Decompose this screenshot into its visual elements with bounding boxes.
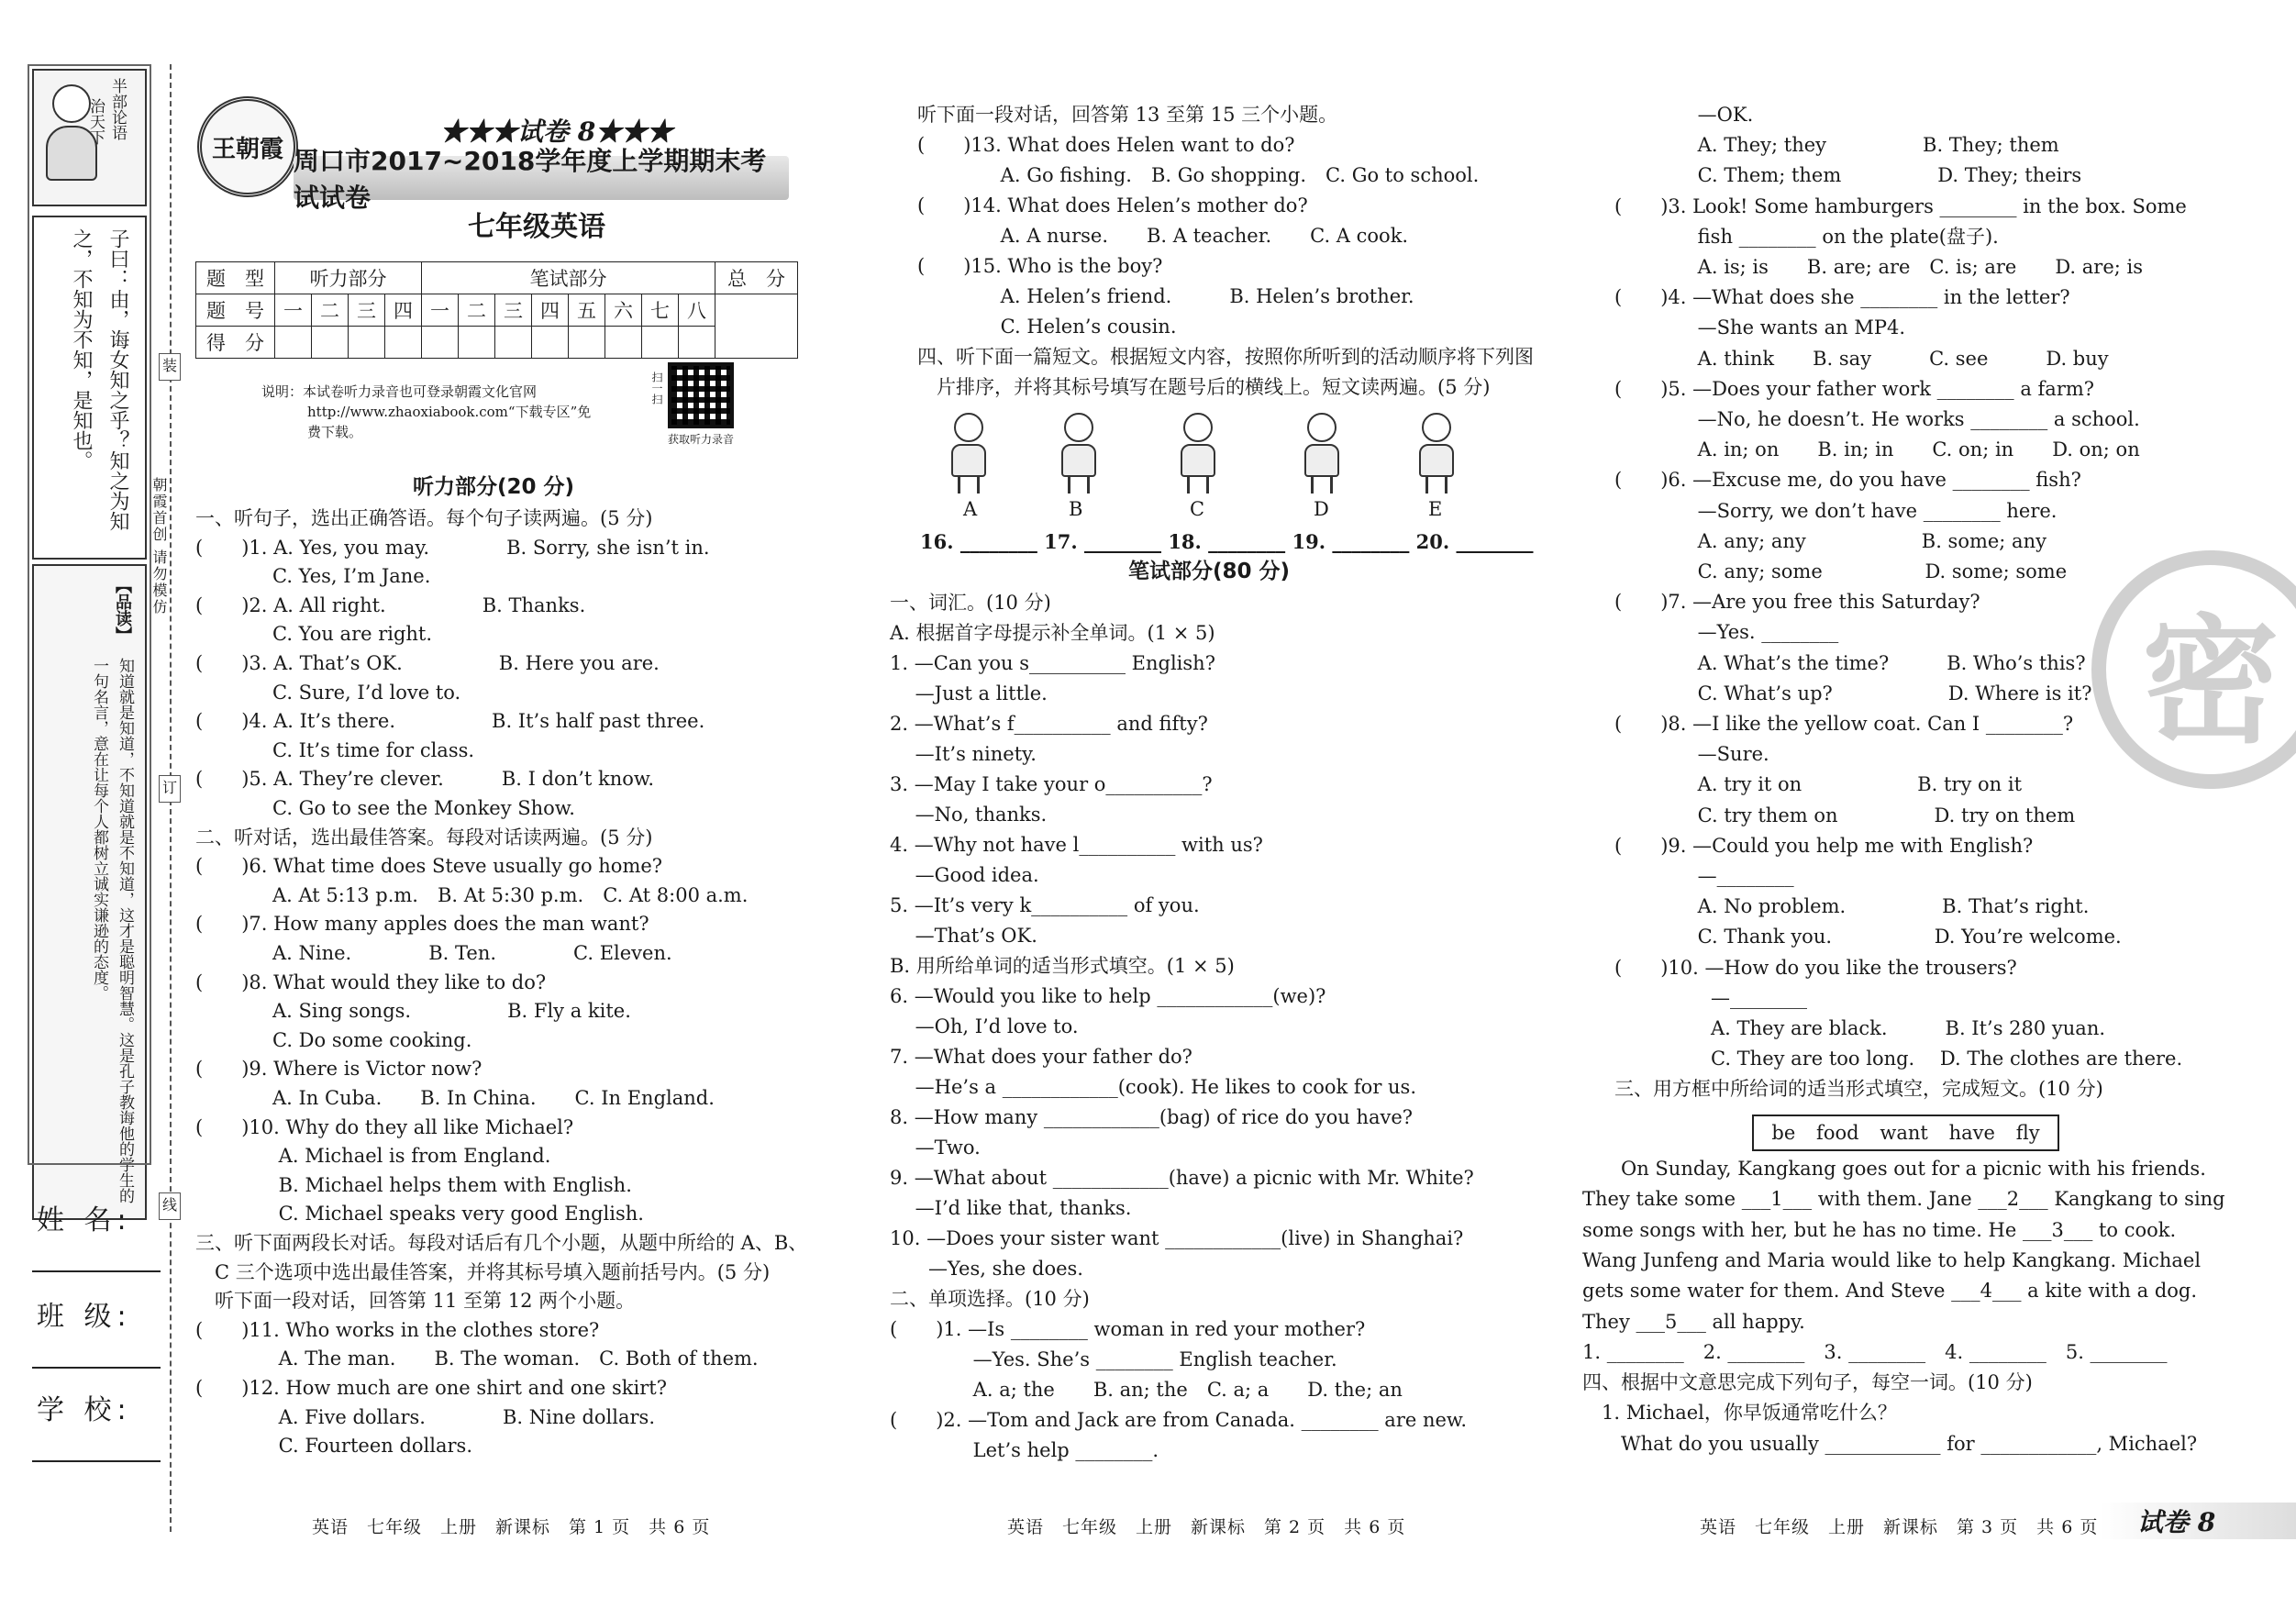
footer-tag: 试卷 8 bbox=[2137, 1507, 2216, 1537]
text-line: Wang Junfeng and Maria would like to help Kangkang. Michael bbox=[1582, 1248, 2202, 1271]
text-line: ( )13. What does Helen want to do? bbox=[917, 134, 1295, 156]
word-box bbox=[1752, 1115, 2059, 1151]
class-label: 班 级: bbox=[37, 1301, 132, 1333]
text-line: —I’d like that, thanks. bbox=[890, 1197, 1132, 1219]
text-line: ( )2. A. All right. B. Thanks. bbox=[195, 593, 586, 616]
text-line: ( )5. A. They’re clever. B. I don’t know. bbox=[195, 768, 655, 791]
text-line: ( )9. —Could you help me with English? bbox=[1614, 834, 2034, 857]
score-cell[interactable] bbox=[459, 327, 495, 359]
word: be bbox=[1771, 1122, 1796, 1144]
cell: 五 bbox=[569, 294, 605, 327]
text-line: C. Go to see the Monkey Show. bbox=[195, 797, 575, 819]
text-line: ( )10. Why do they all like Michael? bbox=[195, 1115, 574, 1138]
picture-b bbox=[1046, 413, 1110, 495]
text-line: A. any; any B. some; any bbox=[1614, 529, 2046, 552]
text-line: 二、听对话，选出最佳答案。每段对话读两遍。(5 分) bbox=[195, 826, 653, 848]
text-line: A. They; they B. They; them bbox=[1614, 134, 2059, 157]
text-line: 二、单项选择。(10 分) bbox=[890, 1288, 1090, 1310]
picture-e bbox=[1403, 413, 1468, 495]
text-line: —Sorry, we don’t have ________ here. bbox=[1614, 499, 2058, 522]
text-line: ( )8. What would they like to do? bbox=[195, 970, 547, 993]
class-field[interactable] bbox=[32, 1367, 161, 1369]
text-line: Let’s help ________. bbox=[890, 1439, 1159, 1461]
text-line: A. What’s the time? B. Who’s this? bbox=[1614, 651, 2086, 674]
text-line: 1. ________ 2. ________ 3. ________ 4. ________ 5. ________ bbox=[1582, 1340, 2168, 1363]
text-line: A. a; the B. an; the C. a; a D. the; an bbox=[890, 1379, 1403, 1401]
text-line: 三、用方框中所给词的适当形式填空，完成短文。(10 分) bbox=[1614, 1078, 2103, 1101]
scan-label: 扫一扫 bbox=[650, 372, 663, 405]
text-line: A. Michael is from England. bbox=[195, 1145, 551, 1168]
text-line: ( )6. —Excuse me, do you have ________ fish? bbox=[1614, 469, 2081, 492]
pic-label-e: E bbox=[1428, 498, 1443, 520]
pic-label-c: C bbox=[1190, 498, 1205, 520]
text-line: A. Nine. B. Ten. C. Eleven. bbox=[195, 942, 672, 964]
qr-code-icon[interactable] bbox=[668, 362, 734, 428]
text-line: A. Go fishing. B. Go shopping. C. Go to school. bbox=[917, 164, 1480, 186]
text-line: A. 根据首字母提示补全单词。(1 × 5) bbox=[890, 622, 1215, 644]
text-line: —Yes. She’s ________ English teacher. bbox=[890, 1348, 1337, 1370]
score-cell[interactable] bbox=[275, 327, 312, 359]
text-line: 10. —Does your sister want ____________(live) in Shanghai? bbox=[890, 1227, 1464, 1249]
text-line: 片排序，并将其标号填写在题号后的横线上。短文读两遍。(5 分) bbox=[917, 376, 1491, 398]
text-line: A. The man. B. The woman. C. Both of them. bbox=[195, 1347, 759, 1370]
secret-stamp-icon: 密 bbox=[2091, 550, 2296, 789]
text-line: A. They are black. B. It’s 280 yuan. bbox=[1614, 1017, 2106, 1039]
cut-mark-2: 订 bbox=[159, 775, 181, 803]
text-line: —No, he doesn’t. He works ________ a school. bbox=[1614, 408, 2140, 430]
text-line: C. They are too long. D. The clothes are there. bbox=[1614, 1048, 2183, 1070]
qr-caption: 获取听力录音 bbox=[668, 433, 735, 446]
text-line: C. try them on D. try on them bbox=[1614, 804, 2076, 826]
text-line: ( )1. A. Yes, you may. B. Sorry, she isn’t in. bbox=[195, 536, 710, 559]
text-line: A. In Cuba. B. In China. C. In England. bbox=[195, 1087, 715, 1109]
text-line: —It’s ninety. bbox=[890, 743, 1037, 765]
name-label: 姓 名: bbox=[37, 1204, 132, 1237]
cell: 听力部分 bbox=[275, 262, 422, 294]
text-line: They ___5___ all happy. bbox=[1582, 1310, 1805, 1333]
text-line: ( )6. What time does Steve usually go home? bbox=[195, 855, 663, 878]
text-line: —Two. bbox=[890, 1137, 981, 1159]
text-line: 1. Michael，你早饭通常吃什么？ bbox=[1582, 1402, 1897, 1425]
word: food bbox=[1816, 1122, 1859, 1144]
text-line: 一、听句子，选出正确答语。每个句子读两遍。(5 分) bbox=[195, 507, 653, 529]
text-line: C. You are right. bbox=[195, 623, 433, 646]
cell: 三 bbox=[349, 294, 385, 327]
quote-text: 子曰：由，诲女知之乎？知之为知之，不知为不知，是知也。 bbox=[70, 228, 129, 531]
text-line: A. in; on B. in; in C. on; in D. on; on bbox=[1614, 438, 2140, 461]
text-line: C. What’s up? D. Where is it? bbox=[1614, 682, 2092, 704]
text-line: ( )4. A. It’s there. B. It’s half past three. bbox=[195, 710, 705, 733]
cell: 三 bbox=[495, 294, 532, 327]
cut-mark-3: 线 bbox=[159, 1192, 181, 1220]
school-label: 学 校: bbox=[37, 1394, 132, 1426]
text-line: ( )9. Where is Victor now? bbox=[195, 1058, 482, 1081]
text-line: 4. —Why not have l__________ with us? bbox=[890, 834, 1263, 856]
text-line: 2. —What’s f__________ and fifty? bbox=[890, 713, 1208, 735]
cell: 总 分 bbox=[715, 262, 798, 294]
cell: 八 bbox=[679, 294, 715, 327]
cell: 七 bbox=[642, 294, 679, 327]
word: want bbox=[1880, 1122, 1928, 1144]
name-field[interactable] bbox=[32, 1270, 161, 1272]
text-line: —OK. bbox=[1614, 104, 1754, 126]
text-line: ( )3. Look! Some hamburgers ________ in the box. Some bbox=[1614, 194, 2187, 217]
text-line: ( )10. —How do you like the trousers? bbox=[1614, 956, 2017, 979]
score-cell[interactable] bbox=[312, 327, 349, 359]
text-line: —That’s OK. bbox=[890, 925, 1037, 947]
text-line: C. Do some cooking. bbox=[195, 1028, 472, 1051]
text-line: ( )15. Who is the boy? bbox=[917, 255, 1163, 277]
text-line: 1. —Can you s__________ English? bbox=[890, 652, 1215, 674]
text-line: —Just a little. bbox=[890, 682, 1048, 704]
page3-footer: 英语 七年级 上册 新课标 第 3 页 共 6 页 bbox=[1700, 1517, 2099, 1537]
page1-footer: 英语 七年级 上册 新课标 第 1 页 共 6 页 bbox=[312, 1517, 711, 1537]
text-line: 四、听下面一篇短文。根据短文内容，按照你所听到的活动顺序将下列图 bbox=[917, 346, 1534, 368]
text-line: 听下面一段对话，回答第 11 至第 12 两个小题。 bbox=[195, 1290, 636, 1313]
text-line: —He’s a ____________(cook). He likes to cook for us. bbox=[890, 1076, 1417, 1098]
picture-c bbox=[1165, 413, 1229, 495]
cut-mark-1: 装 bbox=[159, 353, 181, 381]
note-line-3: 费下载。 bbox=[307, 424, 363, 440]
cell: 二 bbox=[312, 294, 349, 327]
text-line: ( )4. —What does she ________ in the letter? bbox=[1614, 286, 2070, 309]
text-line: —Yes. ________ bbox=[1614, 621, 1839, 644]
cell: 四 bbox=[532, 294, 569, 327]
text-line: —Sure. bbox=[1614, 743, 1769, 766]
text-line: C. It’s time for class. bbox=[195, 738, 475, 761]
text-line: On Sunday, Kangkang goes out for a picnic with his friends. bbox=[1582, 1158, 2206, 1180]
text-line: A. think B. say C. see D. buy bbox=[1614, 347, 2109, 370]
text-line: 7. —What does your father do? bbox=[890, 1046, 1192, 1068]
text-line: 6. —Would you like to help ____________(we)? bbox=[890, 985, 1326, 1007]
text-line: B. Michael helps them with English. bbox=[195, 1173, 632, 1196]
score-cell[interactable] bbox=[605, 327, 642, 359]
text-line: —Oh, I’d love to. bbox=[890, 1015, 1079, 1037]
subject-title: 七年级英语 bbox=[468, 211, 605, 243]
text-line: C 三个选项中选出最佳答案，并将其标号填入题前括号内。(5 分) bbox=[195, 1260, 771, 1283]
score-cell[interactable] bbox=[349, 327, 385, 359]
paper-number: ★★★试卷 8★★★ bbox=[440, 116, 673, 147]
text-line: some songs with her, but he has no time. He ___3___ to cook. bbox=[1582, 1218, 2177, 1241]
text-line: 9. —What about ____________(have) a picnic with Mr. White? bbox=[890, 1167, 1474, 1189]
badge-text: 半部论语 bbox=[108, 78, 127, 140]
score-row-type bbox=[196, 262, 798, 294]
text-line: A. Helen’s friend. B. Helen’s brother. bbox=[917, 285, 1414, 307]
sidebar-frame bbox=[28, 64, 151, 1165]
text-line: ( )1. —Is ________ woman in red your mother? bbox=[890, 1318, 1366, 1340]
text-line: —She wants an MP4. bbox=[1614, 316, 1905, 339]
word: have bbox=[1948, 1122, 1995, 1144]
score-cell[interactable] bbox=[642, 327, 679, 359]
pindu-text: 知道就是知道，不知道就是不知道，这才是聪明智慧。这是孔子教诲他的学生的一句名言，意在让每个人都树立诚实谦逊的态度。 bbox=[90, 658, 134, 1203]
score-cell[interactable] bbox=[385, 327, 422, 359]
score-cell[interactable] bbox=[532, 327, 569, 359]
score-cell[interactable] bbox=[495, 327, 532, 359]
text-line: 听下面一段对话，回答第 13 至第 15 三个小题。 bbox=[917, 104, 1338, 126]
text-line: A. No problem. B. That’s right. bbox=[1614, 895, 2090, 918]
text-line: They take some ___1___ with them. Jane ___2___ Kangkang to sing bbox=[1582, 1188, 2225, 1211]
cell: 二 bbox=[459, 294, 495, 327]
pic-label-b: B bbox=[1069, 498, 1083, 520]
text-line: C. Michael speaks very good English. bbox=[195, 1203, 644, 1225]
written-title: 笔试部分(80 分) bbox=[1128, 560, 1291, 583]
word: fly bbox=[2015, 1122, 2040, 1144]
publisher-logo bbox=[197, 96, 298, 197]
text-line: 一、词汇。(10 分) bbox=[890, 592, 1051, 614]
pindu-label: 【品读】 bbox=[113, 577, 132, 643]
score-row-number bbox=[196, 294, 798, 327]
text-line: A. At 5:13 p.m. B. At 5:30 p.m. C. At 8:00 a.m. bbox=[195, 883, 749, 906]
exam-title-text: 周口市2017~2018学年度上学期期末考试试卷 bbox=[294, 146, 767, 213]
cell: 一 bbox=[422, 294, 459, 327]
margin-note: 朝霞首创 请勿模仿 bbox=[150, 477, 168, 616]
text-line: 5. —It’s very k__________ of you. bbox=[890, 894, 1200, 916]
text-line: C. any; some D. some; some bbox=[1614, 560, 2068, 582]
text-line: —________ bbox=[1614, 865, 1794, 887]
text-line: ( )3. A. That’s OK. B. Here you are. bbox=[195, 652, 660, 674]
text-line: 三、听下面两段长对话。每段对话后有几个小题，从题中所给的 A、B、 bbox=[195, 1232, 808, 1254]
cell: 笔试部分 bbox=[422, 262, 715, 294]
pic-label-a: A bbox=[963, 498, 978, 520]
text-line: B. 用所给单词的适当形式填空。(1 × 5) bbox=[890, 955, 1235, 977]
cell: 题 号 bbox=[196, 294, 275, 327]
total-cell[interactable] bbox=[715, 294, 798, 359]
score-row-score bbox=[196, 327, 798, 359]
score-cell[interactable] bbox=[569, 327, 605, 359]
listening-title: 听力部分(20 分) bbox=[413, 475, 575, 499]
text-line: A. try it on B. try on it bbox=[1614, 773, 2023, 796]
text-line: C. Fourteen dollars. bbox=[195, 1435, 472, 1458]
text-line: A. is; is B. are; are C. is; are D. are; is bbox=[1614, 256, 2144, 278]
score-cell[interactable] bbox=[422, 327, 459, 359]
text-line: 四、根据中文意思完成下列句子，每空一词。(10 分) bbox=[1582, 1371, 2033, 1394]
cell: 一 bbox=[275, 294, 312, 327]
badge-text-2: 治天下 bbox=[86, 98, 105, 145]
note-line-1: 说明：本试卷听力录音也可登录朝霞文化官网 bbox=[261, 383, 538, 400]
text-line: ( )11. Who works in the clothes store? bbox=[195, 1318, 600, 1341]
text-line: A. Sing songs. B. Fly a kite. bbox=[195, 1000, 631, 1023]
text-line: What do you usually ____________ for ____________, Michael? bbox=[1582, 1432, 2198, 1455]
cell: 六 bbox=[605, 294, 642, 327]
text-line: ( )8. —I like the yellow coat. Can I ________? bbox=[1614, 713, 2074, 735]
text-line: A. A nurse. B. A teacher. C. A cook. bbox=[917, 225, 1409, 247]
exam-title bbox=[294, 146, 789, 213]
text-line: ( )12. How much are one shirt and one skirt? bbox=[195, 1377, 667, 1399]
text-line: ( )14. What does Helen’s mother do? bbox=[917, 194, 1308, 216]
logo-text: 王朝霞 bbox=[211, 135, 283, 163]
score-table bbox=[195, 261, 798, 359]
score-cell[interactable] bbox=[679, 327, 715, 359]
text-line: C. Sure, I’d love to. bbox=[195, 681, 461, 704]
picture-d bbox=[1289, 413, 1353, 495]
text-line: —Yes, she does. bbox=[890, 1258, 1083, 1280]
school-field[interactable] bbox=[32, 1460, 161, 1462]
text-line: ( )7. —Are you free this Saturday? bbox=[1614, 591, 1980, 614]
cell: 四 bbox=[385, 294, 422, 327]
answer-line-16-20[interactable]: 16. ________ 17. ________ 18. ________ 19. ________ 20. ________ bbox=[920, 530, 1534, 553]
text-line: —Good idea. bbox=[890, 864, 1039, 886]
pic-label-d: D bbox=[1314, 498, 1329, 520]
cell: 得 分 bbox=[196, 327, 275, 359]
picture-a bbox=[936, 413, 1000, 495]
text-line: 8. —How many ____________(bag) of rice do you have? bbox=[890, 1106, 1414, 1128]
text-line: 3. —May I take your o__________? bbox=[890, 773, 1213, 795]
page2-footer: 英语 七年级 上册 新课标 第 2 页 共 6 页 bbox=[1007, 1517, 1406, 1537]
text-line: ( )7. How many apples does the man want? bbox=[195, 913, 649, 936]
text-line: C. Them; them D. They; theirs bbox=[1614, 164, 2082, 187]
text-line: —No, thanks. bbox=[890, 804, 1048, 826]
note-line-2: http://www.zhaoxiabook.com“下载专区”免 bbox=[307, 404, 592, 420]
text-line: gets some water for them. And Steve ___4___ a kite with a dog. bbox=[1582, 1280, 2198, 1303]
text-line: C. Thank you. D. You’re welcome. bbox=[1614, 926, 2122, 948]
text-line: fish ________ on the plate(盘子). bbox=[1614, 225, 1999, 248]
text-line: C. Yes, I’m Jane. bbox=[195, 565, 431, 588]
text-line: ( )2. —Tom and Jack are from Canada. ________ are new. bbox=[890, 1409, 1468, 1431]
cell: 题 型 bbox=[196, 262, 275, 294]
text-line: —________ bbox=[1614, 986, 1807, 1009]
text-line: C. Helen’s cousin. bbox=[917, 316, 1177, 338]
text-line: ( )5. —Does your father work ________ a farm? bbox=[1614, 377, 2095, 400]
text-line: A. Five dollars. B. Nine dollars. bbox=[195, 1405, 656, 1428]
